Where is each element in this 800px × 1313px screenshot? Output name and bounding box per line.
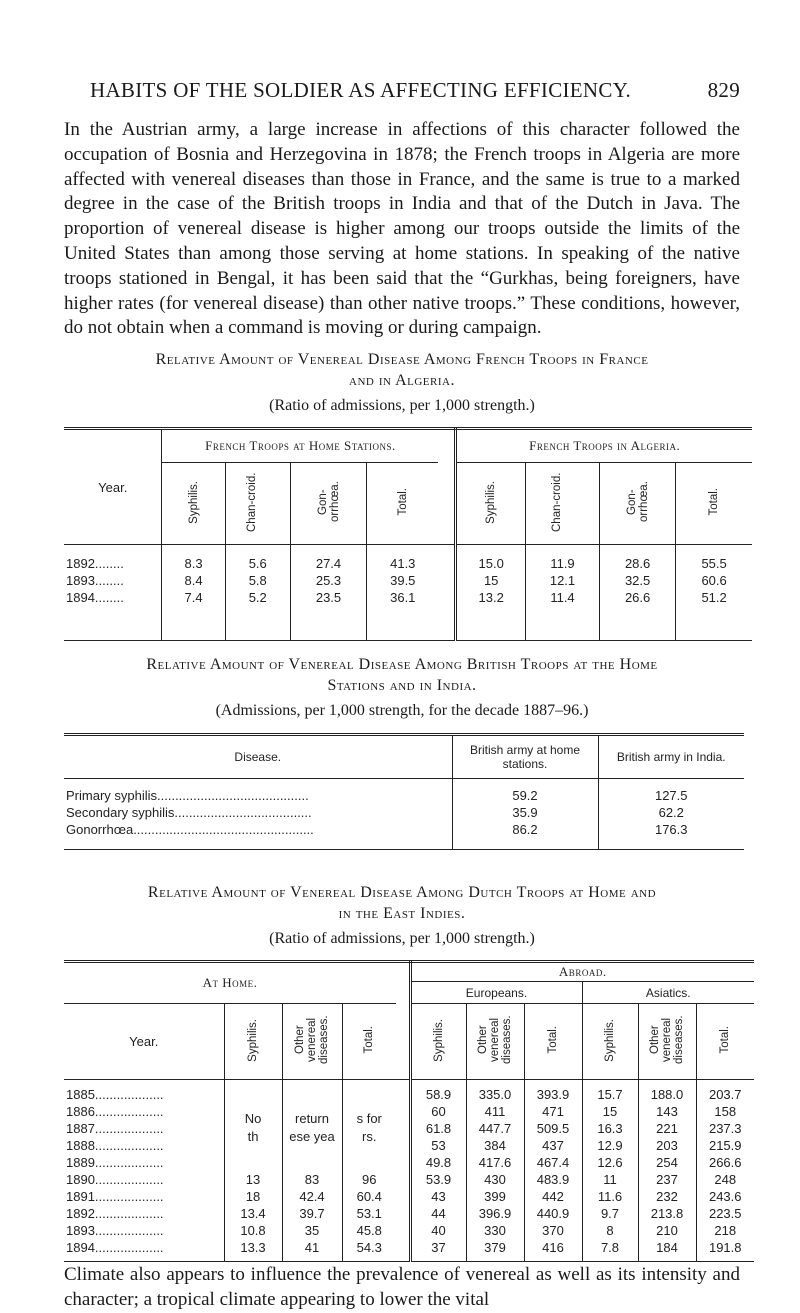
subgroup-asiatics: Asiatics. <box>582 982 754 1004</box>
running-head <box>90 78 740 103</box>
col-header: Chan-croid. <box>526 463 600 545</box>
spacer <box>438 429 455 463</box>
spacer <box>438 463 455 545</box>
group-header-algeria: French Troops in Algeria. <box>456 429 752 463</box>
caption-line: Relative Amount of Venereal Disease Among French Troops in France <box>155 351 649 368</box>
col-header: Syphilis. <box>162 463 225 545</box>
table-row: 1892........ 8.3 5.6 27.4 41.3 15.0 11.9 28.6 55.5 <box>66 555 727 571</box>
group-header-at-home: At Home. <box>64 962 396 1004</box>
col-header: Chan-croid. <box>225 463 290 545</box>
page-number: 829 <box>707 78 740 102</box>
col-header: Other venereal diseases. <box>282 1004 342 1080</box>
disease-header: Disease. <box>64 735 452 779</box>
caption-line: Relative Amount of Venereal Disease Among Dutch Troops at Home and <box>147 884 657 901</box>
caption-line: in the East Indies. <box>338 905 466 922</box>
table-row: 1894........ 7.4 5.2 23.5 36.1 13.2 11.4 26.6 51.2 <box>66 589 727 605</box>
year-header: Year. <box>64 1004 224 1080</box>
col-header: Syphilis. <box>410 1004 466 1080</box>
table-row: Primary syphilis.......................................... 59.2 127.5 <box>66 787 688 803</box>
col-header: Gon-orrhœa. <box>290 463 366 545</box>
table-row: 1894................... 13.3 41 54.3 37 379 416 7.8 184 191.8 <box>66 1239 742 1255</box>
table-row: 1889................... 49.8 417.6 467.4 12.6 254 266.6 <box>66 1154 742 1170</box>
col-header: Other venereal diseases. <box>466 1004 524 1080</box>
table-row: 1886................... 60 411 471 15 143 158 <box>66 1103 737 1119</box>
col-header: Syphilis. <box>582 1004 638 1080</box>
table-row: Secondary syphilis...................................... 35.9 62.2 <box>66 804 684 820</box>
french-troops-table <box>64 427 752 641</box>
no-returns-note: s for rs. <box>356 1111 382 1144</box>
table-row: 1888................... 53 384 437 12.9 203 215.9 <box>66 1137 742 1153</box>
british-troops-table <box>64 733 744 850</box>
group-header-abroad: Abroad. <box>410 962 754 982</box>
col-header-home: British army at home stations. <box>452 735 598 779</box>
caption-line: Stations and in India. <box>327 677 477 694</box>
table-row: 1892................... 13.4 39.7 53.1 44 396.9 440.9 9.7 213.8 223.5 <box>66 1205 742 1221</box>
table-caption <box>64 882 740 924</box>
col-header: Total. <box>676 463 752 545</box>
group-header-home: French Troops at Home Stations. <box>162 429 438 463</box>
col-header: Syphilis. <box>456 463 526 545</box>
table-row: Gonorrhœa.................................................. 86.2 176.3 <box>66 821 688 837</box>
subgroup-europeans: Europeans. <box>410 982 582 1004</box>
paragraph: In the Austrian army, a large increase in affections of this character followed the occupation of Bosnia and Herzegovina in 1878; the French troops in Algeria are more affected with venereal diseases than those in France, and the same is true to a marked degree in the case of the British troops in India and that of the Dutch in Java. The proportion of venereal disease is higher among our troops outside the limits of the United States than among those serving at home stations. In speaking of the native troops stationed in Bengal, it has been said that the “Gurkhas, being foreigners, have higher rates (for venereal disease) than other native troops.” These conditions, however, do not obtain when a command is moving or during campaign. <box>64 119 740 339</box>
col-header-india: British army in India. <box>598 735 744 779</box>
col-header: Total. <box>342 1004 396 1080</box>
table-caption <box>64 349 740 391</box>
no-returns-note: No th <box>224 1086 282 1171</box>
table-subcaption: (Ratio of admissions, per 1,000 strength.) <box>269 930 535 947</box>
caption-line: and in Algeria. <box>349 372 455 389</box>
dutch-troops-table <box>64 960 754 1262</box>
table-row: 1893................... 10.8 35 45.8 40 330 370 8 210 218 <box>66 1222 737 1238</box>
year-header: Year. <box>64 429 162 545</box>
table-row: 1885................... No th return ese yea s for rs. 58.9 335.0 393.9 15.7 188.0 203.7 <box>64 1086 754 1103</box>
table-row: 1893........ 8.4 5.8 25.3 39.5 15 12.1 32.5 60.6 <box>66 572 727 588</box>
table-caption <box>64 654 740 696</box>
table-row: 1891................... 18 42.4 60.4 43 399 442 11.6 232 243.6 <box>66 1188 742 1204</box>
col-header: Other venereal diseases. <box>638 1004 696 1080</box>
spacer <box>396 962 410 1004</box>
table-row: 1887................... 61.8 447.7 509.5 16.3 221 237.3 <box>66 1120 742 1136</box>
col-header: Total. <box>524 1004 582 1080</box>
col-header: Gon-orrhœa. <box>600 463 676 545</box>
col-header: Syphilis. <box>224 1004 282 1080</box>
no-returns-note: return ese yea <box>282 1086 342 1171</box>
table-subcaption: (Admissions, per 1,000 strength, for the decade 1887–96.) <box>215 702 589 719</box>
table-row: 1890................... 13 83 96 53.9 430 483.9 11 237 248 <box>66 1171 737 1187</box>
caption-line: Relative Amount of Venereal Disease Among British Troops at the Home <box>146 656 658 673</box>
col-header: Total. <box>696 1004 754 1080</box>
col-header: Total. <box>367 463 439 545</box>
running-head-title: HABITS OF THE SOLDIER AS AFFECTING EFFICIENCY. <box>90 78 632 102</box>
paragraph: Climate also appears to influence the prevalence of venereal as well as its intensity and character; a tropical climate appearing to lower the vital <box>64 1264 740 1310</box>
spacer <box>396 1004 410 1080</box>
table-subcaption: (Ratio of admissions, per 1,000 strength.) <box>269 397 535 414</box>
